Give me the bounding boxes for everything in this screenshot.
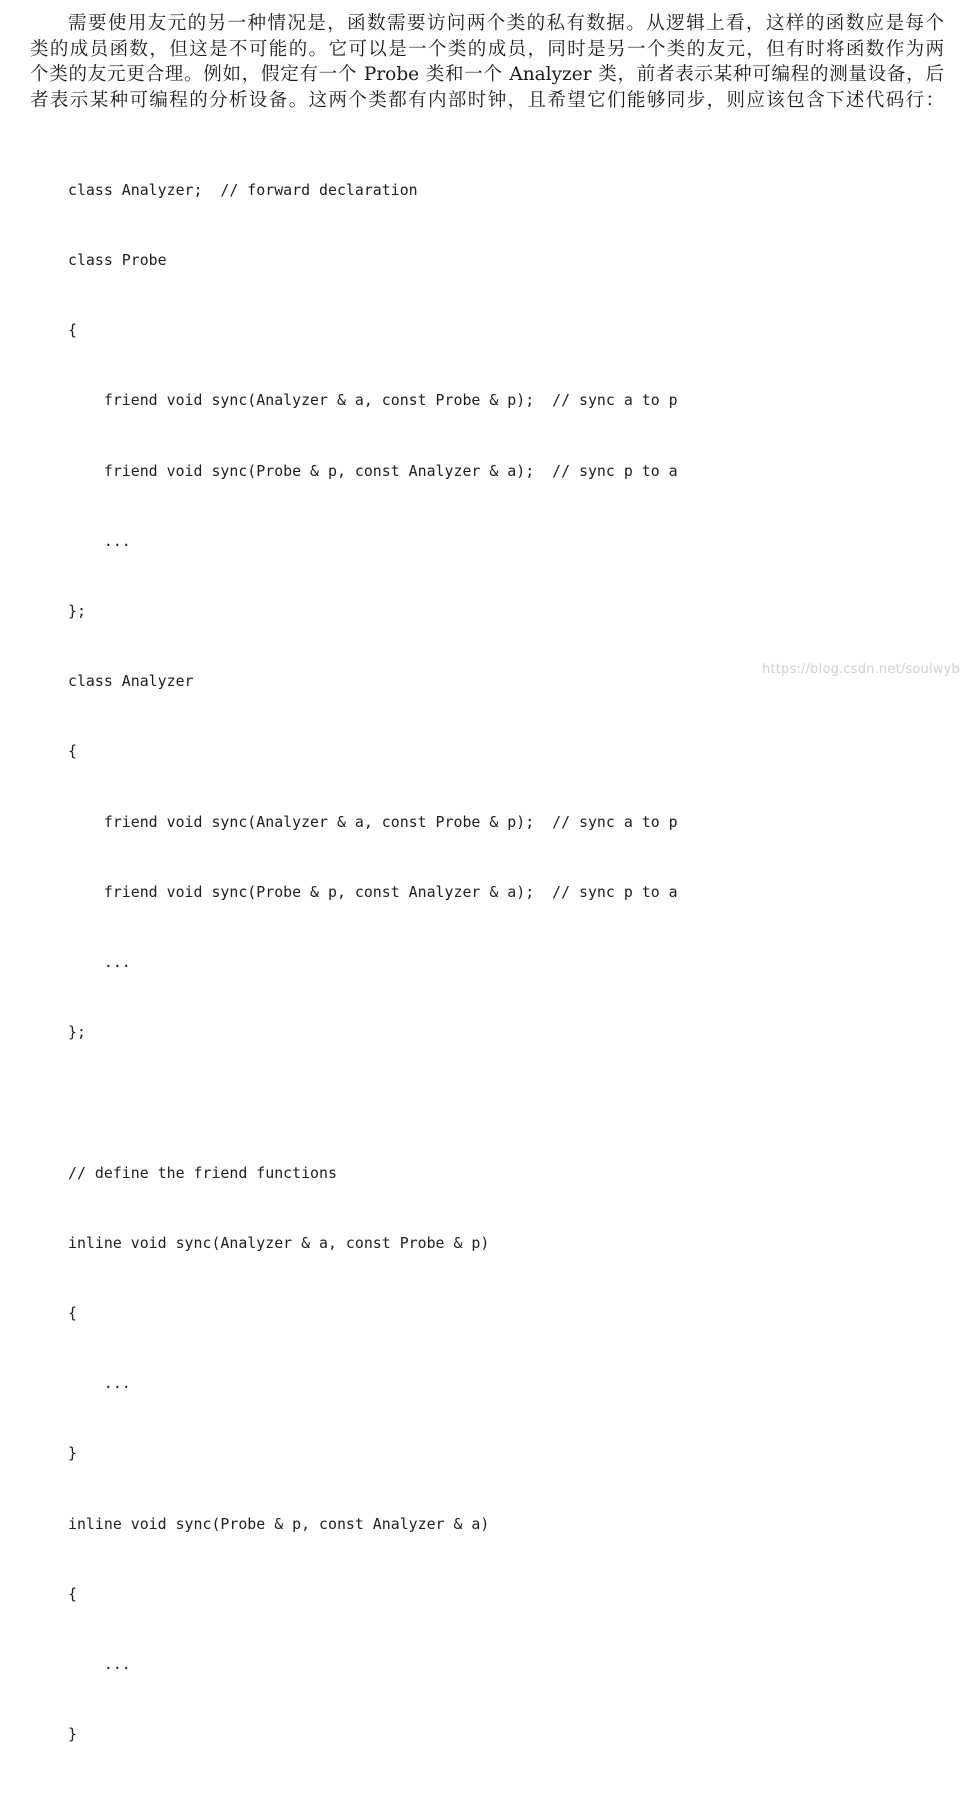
code-line: ... (68, 1374, 131, 1393)
paragraph-line: 需要使用友元的另一种情况是，函数需要访问两个类的私有数据。从逻辑上看，这样的函数应是每个 (68, 13, 944, 34)
paragraph-line: 类的成员函数，但这是不可能的。它可以是一个类的成员，同时是另一个类的友元，但有时将函数作为两 (30, 38, 944, 60)
code-line: class Analyzer; // forward declaration (68, 180, 418, 199)
code-line: // define the friend functions (68, 1163, 337, 1182)
code-line: friend void sync(Analyzer & a, const Probe & p); // sync a to p (68, 391, 678, 410)
code-line: ... (68, 1655, 131, 1674)
code-line: class Probe (68, 251, 167, 270)
code-line: ... (68, 531, 131, 550)
paragraph-line: 个类的友元更合理。例如，假定有一个 Probe 类和一个 Analyzer 类，前者表示某种可编程的测量设备，后 (30, 64, 944, 85)
code-line: }; (68, 602, 86, 621)
code-line: inline void sync(Analyzer & a, const Probe & p) (68, 1233, 490, 1252)
code-line: ... (68, 953, 131, 972)
code-line-blank (68, 1091, 678, 1114)
code-line: { (68, 321, 77, 340)
code-line: } (68, 1725, 77, 1744)
code-line: friend void sync(Probe & p, const Analyzer & a); // sync p to a (68, 882, 678, 901)
code-line: friend void sync(Analyzer & a, const Probe & p); // sync a to p (68, 812, 678, 831)
code-line: }; (68, 1023, 86, 1042)
intro-paragraph (30, 11, 944, 113)
code-line: class Analyzer (68, 672, 194, 691)
code-line: { (68, 1584, 77, 1603)
code-line: } (68, 1444, 77, 1463)
code-line: { (68, 1304, 77, 1323)
code-line: inline void sync(Probe & p, const Analyzer & a) (68, 1514, 490, 1533)
code-line: friend void sync(Probe & p, const Analyzer & a); // sync p to a (68, 461, 678, 480)
code-listing (68, 132, 678, 1793)
code-line: { (68, 742, 77, 761)
paragraph-line: 者表示某种可编程的分析设备。这两个类都有内部时钟，且希望它们能够同步，则应该包含下述代码行： (30, 89, 944, 111)
source-watermark: https://blog.csdn.net/soulwyb (761, 662, 960, 677)
